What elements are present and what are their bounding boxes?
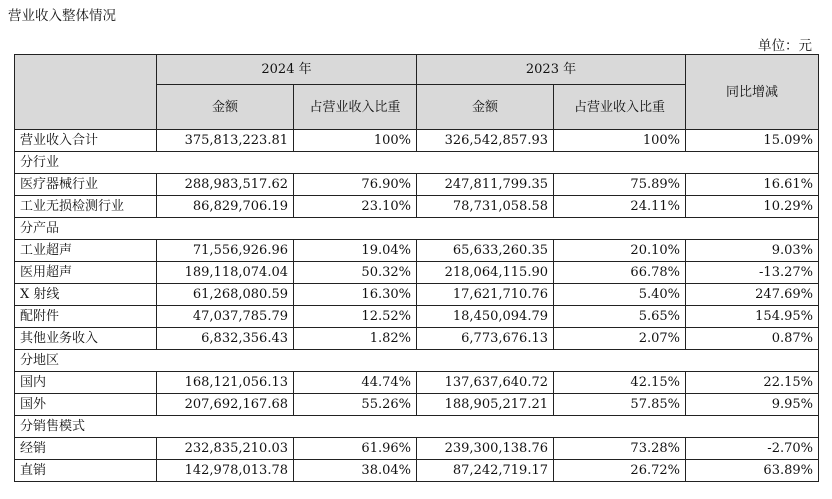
amount-2023-cell: 188,905,217.21: [417, 394, 554, 416]
amount-2023-cell: 6,773,676.13: [417, 328, 554, 350]
table-row: [15, 372, 819, 394]
ratio-2024-cell: 38.04%: [294, 460, 417, 482]
table-row: [15, 240, 819, 262]
ratio-2023-cell: 26.72%: [554, 460, 686, 482]
unit-label: 单位：元: [758, 38, 812, 54]
section-row: [15, 218, 819, 240]
ratio-2024-cell: 100%: [294, 130, 417, 152]
ratio-2024-cell: 61.96%: [294, 438, 417, 460]
row-label: 营业收入合计: [15, 130, 157, 152]
amount-2024-cell: 288,983,517.62: [157, 174, 294, 196]
ratio-2023-cell: 24.11%: [554, 196, 686, 218]
ratio-2024-cell: 23.10%: [294, 196, 417, 218]
ratio-2023-cell: 66.78%: [554, 262, 686, 284]
ratio-2024-cell: 44.74%: [294, 372, 417, 394]
yoy-cell: 247.69%: [686, 284, 819, 306]
ratio-2023-cell: 100%: [554, 130, 686, 152]
table-body: [15, 130, 819, 482]
table-row: [15, 438, 819, 460]
section-row: [15, 152, 819, 174]
yoy-cell: 15.09%: [686, 130, 819, 152]
amount-2023-cell: 239,300,138.76: [417, 438, 554, 460]
row-label: 直销: [15, 460, 157, 482]
amount-2024-cell: 61,268,080.59: [157, 284, 294, 306]
amount-2024-cell: 375,813,223.81: [157, 130, 294, 152]
table-row: [15, 262, 819, 284]
header-year-2023: 2023 年: [417, 55, 686, 85]
yoy-cell: -13.27%: [686, 262, 819, 284]
amount-2023-cell: 218,064,115.90: [417, 262, 554, 284]
section-label: 分地区: [15, 350, 819, 372]
ratio-2024-cell: 16.30%: [294, 284, 417, 306]
section-row: [15, 350, 819, 372]
row-label: 配附件: [15, 306, 157, 328]
yoy-cell: 63.89%: [686, 460, 819, 482]
ratio-2023-cell: 2.07%: [554, 328, 686, 350]
amount-2023-cell: 78,731,058.58: [417, 196, 554, 218]
amount-2023-cell: 87,242,719.17: [417, 460, 554, 482]
header-ratio-2024: 占营业收入比重: [294, 85, 417, 130]
header-blank: [15, 55, 157, 130]
section-label: 分销售模式: [15, 416, 819, 438]
amount-2024-cell: 142,978,013.78: [157, 460, 294, 482]
row-label: 国内: [15, 372, 157, 394]
ratio-2023-cell: 20.10%: [554, 240, 686, 262]
yoy-cell: 154.95%: [686, 306, 819, 328]
row-label: 其他业务收入: [15, 328, 157, 350]
yoy-cell: -2.70%: [686, 438, 819, 460]
amount-2024-cell: 207,692,167.68: [157, 394, 294, 416]
yoy-cell: 10.29%: [686, 196, 819, 218]
ratio-2024-cell: 12.52%: [294, 306, 417, 328]
ratio-2024-cell: 1.82%: [294, 328, 417, 350]
row-label: 国外: [15, 394, 157, 416]
amount-2023-cell: 326,542,857.93: [417, 130, 554, 152]
table-row: [15, 394, 819, 416]
table-row: [15, 196, 819, 218]
header-yoy: 同比增减: [686, 55, 819, 130]
revenue-table: [14, 54, 819, 482]
table-row: [15, 460, 819, 482]
table-row: [15, 328, 819, 350]
ratio-2023-cell: 57.85%: [554, 394, 686, 416]
amount-2023-cell: 137,637,640.72: [417, 372, 554, 394]
amount-2024-cell: 6,832,356.43: [157, 328, 294, 350]
amount-2023-cell: 65,633,260.35: [417, 240, 554, 262]
amount-2024-cell: 71,556,926.96: [157, 240, 294, 262]
row-label: X 射线: [15, 284, 157, 306]
row-label: 医疗器械行业: [15, 174, 157, 196]
ratio-2023-cell: 75.89%: [554, 174, 686, 196]
header-year-2024: 2024 年: [157, 55, 417, 85]
yoy-cell: 16.61%: [686, 174, 819, 196]
amount-2024-cell: 168,121,056.13: [157, 372, 294, 394]
ratio-2024-cell: 19.04%: [294, 240, 417, 262]
yoy-cell: 0.87%: [686, 328, 819, 350]
table-row: [15, 130, 819, 152]
yoy-cell: 22.15%: [686, 372, 819, 394]
ratio-2023-cell: 73.28%: [554, 438, 686, 460]
row-label: 医用超声: [15, 262, 157, 284]
amount-2024-cell: 232,835,210.03: [157, 438, 294, 460]
table-row: [15, 306, 819, 328]
header-amount-2023: 金额: [417, 85, 554, 130]
ratio-2023-cell: 5.40%: [554, 284, 686, 306]
row-label: 工业无损检测行业: [15, 196, 157, 218]
yoy-cell: 9.95%: [686, 394, 819, 416]
ratio-2024-cell: 55.26%: [294, 394, 417, 416]
amount-2023-cell: 247,811,799.35: [417, 174, 554, 196]
table-row: [15, 174, 819, 196]
yoy-cell: 9.03%: [686, 240, 819, 262]
ratio-2024-cell: 76.90%: [294, 174, 417, 196]
amount-2023-cell: 18,450,094.79: [417, 306, 554, 328]
header-amount-2024: 金额: [157, 85, 294, 130]
row-label: 工业超声: [15, 240, 157, 262]
ratio-2023-cell: 5.65%: [554, 306, 686, 328]
section-label: 分产品: [15, 218, 819, 240]
table-header: [15, 55, 819, 130]
ratio-2024-cell: 50.32%: [294, 262, 417, 284]
header-ratio-2023: 占营业收入比重: [554, 85, 686, 130]
ratio-2023-cell: 42.15%: [554, 372, 686, 394]
amount-2023-cell: 17,621,710.76: [417, 284, 554, 306]
row-label: 经销: [15, 438, 157, 460]
amount-2024-cell: 47,037,785.79: [157, 306, 294, 328]
amount-2024-cell: 189,118,074.04: [157, 262, 294, 284]
section-label: 分行业: [15, 152, 819, 174]
table-row: [15, 284, 819, 306]
amount-2024-cell: 86,829,706.19: [157, 196, 294, 218]
section-row: [15, 416, 819, 438]
doc-title: 营业收入整体情况: [8, 8, 116, 24]
